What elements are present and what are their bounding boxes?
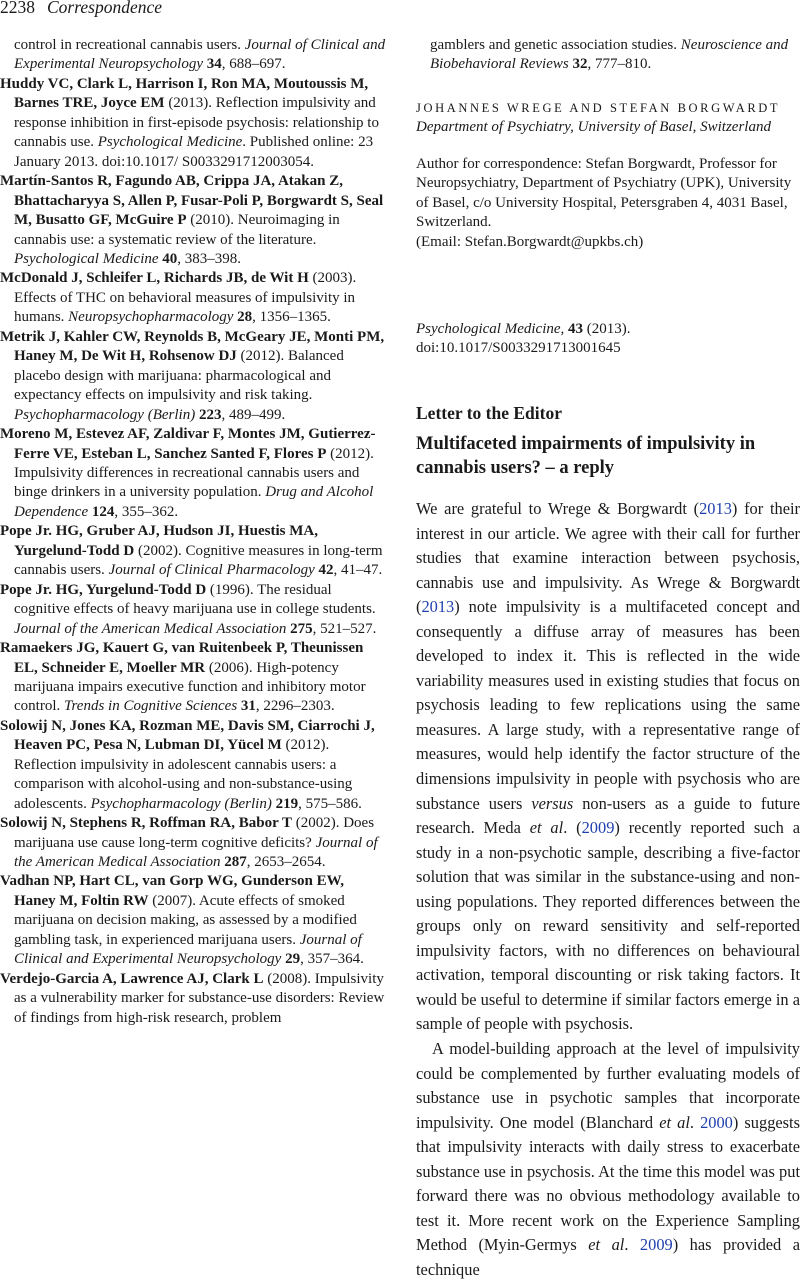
reference-entry [0,269,388,327]
text-run: , 2653–2654. [246,854,326,871]
body-paragraph [416,1037,800,1282]
bold-text: 34 [206,56,222,73]
text-run: , 355–362. [114,503,179,520]
text-run: , 1356–1365. [252,309,331,326]
bold-text: Metrik J, Kahler CW, Reynolds B, McGeary JE, Monti PM, Haney M, De Wit H, Rohsenow DJ [0,328,385,365]
citation-year: (2013). [583,321,631,337]
affiliation: Department of Psychiatry, University of Basel, Switzerland [416,119,771,135]
italic-text: et al [588,1235,625,1255]
bold-text: 32 [572,56,588,73]
text-run: (2012). Impulsivity differences in recreational cannabis users and binge drinkers in a university population. [14,445,374,501]
text-run: (2008). Impulsivity as a vulnerability marker for substance-use disorders: Review of findings from high-risk research, problem [14,970,385,1026]
italic-text: Psychopharmacology (Berlin) [90,795,272,812]
reference-entry [0,425,388,522]
bold-text: 28 [237,309,253,326]
text-run: , 688–697. [221,56,286,73]
running-header [0,0,162,18]
italic-text: Journal of the American Medical Association [14,620,287,637]
text-run: A model-building approach at the level of impulsivity could be complemented by further evaluating models of substance use in psychotic samples that incorporate impulsivity. One model (Blanchard [416,1039,800,1132]
reference-entry [0,872,388,969]
bold-text: Martín-Santos R, Fagundo AB, Crippa JA, Atakan Z, Bhattacharyya S, Allen P, Fusar-Poli P, Borgwardt S, Seal M, Busatto GF, McGuire P [0,173,384,229]
italic-text: Neuropsychopharmacology [68,309,234,326]
reference-entry [0,522,388,580]
italic-text: Psychological Medicine [14,250,159,267]
bold-text: 40 [162,250,178,267]
italic-text: Journal of Clinical and Experimental Neuropsychology [14,37,386,73]
letter-authors: JOHANNES WREGE AND STEFAN BORGWARDT [416,101,781,115]
correspondence-email: (Email: Stefan.Borgwardt@upkbs.ch) [416,233,644,250]
italic-text: Journal of the American Medical Association [14,834,378,871]
text-run: gamblers and genetic association studies. [430,37,681,53]
text-run: (2013). Reflection impulsivity and response inhibition in first-episode psychosis: relationship to cannabis use. [14,95,379,151]
reference-entry [0,639,388,717]
citation-link[interactable]: 2009 [639,1235,673,1255]
bold-text: Solowij N, Jones KA, Rozman ME, Davis SM, Ciarrochi J, Heaven PC, Pesa N, Lubman DI, Yücel M [0,717,375,754]
text-run: (2010). Neuroimaging in cannabis use: a systematic review of the literature. [14,212,340,248]
text-run: , 489–499. [221,406,286,423]
correspondence-address: Author for correspondence: Stefan Borgwardt, Professor for Neuropsychiatry, Department of Psychiatry (UPK), University of Basel, c/o University Hospital, Petersgraben 4, 4031 Basel, Switzerland. [416,156,792,231]
reference-entry [0,328,388,425]
text-run: ) recently reported such a study in a non-psychotic sample, describing a five-factor solution that was similar in the substance-using and non-using populations. They reported differences between the groups only on reward sensitivity and self-reported impulsivity factors, with no differences on behavioural activation, temporal discounting or risk taking factors. It would be useful to determine if similar factors emerge in a sample of people with psychosis. [416,818,800,1034]
bold-text: Verdejo-Garcia A, Lawrence AJ, Clark L [0,970,264,987]
citation-block [416,320,800,359]
bold-text: 31 [240,698,256,715]
italic-text: et al [659,1112,690,1132]
bold-text: McDonald J, Schleifer L, Richards JB, de Wit H [0,270,309,287]
citation-link[interactable]: 2000 [700,1112,733,1132]
text-run: non-users as a guide to future research. Meda [416,793,800,838]
bold-text: 219 [275,795,299,812]
bold-text: 287 [224,854,247,871]
citation-doi: doi:10.1017/S0033291713001645 [416,340,621,357]
text-run: ) suggests that impulsivity interacts with daily stress to exacerbate substance use in psychosis. At the time this model was put forward there was no obvious methodology available to test it. More recent work on the Experience Sampling Method (Myin-Germys [416,1112,800,1255]
reference-entry [0,581,388,639]
bold-text: Vadhan NP, Hart CL, van Gorp WG, Gunderson EW, Haney M, Foltin RW [0,873,344,909]
text-run: . [689,1112,701,1132]
page-number: 2238 [0,0,35,17]
bold-text: Solowij N, Stephens R, Roffman RA, Babor T [0,815,292,832]
text-run: We are grateful to Wrege & Borgwardt ( [416,499,700,518]
references-left-column [0,36,388,1028]
italic-text: Journal of Clinical and Experimental Neuropsychology [14,931,362,968]
citation-journal: Psychological Medicine, [416,321,565,337]
reference-continuation [416,36,800,75]
reference-entry [0,36,388,75]
bold-text: 42 [318,562,334,579]
reference-entry [0,717,388,814]
citation-volume: 43 [568,321,584,337]
text-run: (2012). Reflection impulsivity in adolescent cannabis users: a comparison with alcohol-using and non-substance-using adolescents. [14,737,353,812]
body-paragraph [416,497,800,1037]
bold-text: 275 [290,620,313,637]
article-type: Letter to the Editor [416,403,562,423]
text-run: . Published online: 23 January 2013. doi:10.1017/ S0033291712003054. [14,134,374,170]
bold-text: 223 [198,406,222,423]
section-title: Correspondence [47,0,163,17]
text-run: (2003). Effects of THC on behavioral measures of impulsivity in humans. [14,270,357,326]
article-title: Multifaceted impairments of impulsivity in cannabis users? – a reply [416,434,756,478]
text-run: , 357–364. [300,951,364,968]
bold-text: Huddy VC, Clark L, Harrison I, Ron MA, Moutoussis M, Barnes TRE, Joyce EM [0,75,369,112]
text-run: , 41–47. [333,562,383,579]
italic-text: Psychological Medicine [97,134,243,151]
text-run: , 383–398. [177,250,242,267]
citation-link[interactable]: 2013 [421,597,455,617]
citation-link[interactable]: 2013 [699,499,732,518]
italic-text: Psychopharmacology (Berlin) [14,406,196,423]
text-run: control in recreational cannabis users. [14,37,245,53]
text-run: ) has provided a technique [416,1235,800,1279]
text-run: ) note impulsivity is a multifaceted concept and consequently a diffuse array of measures has been developed to index it. This is reflected in the wide variability measures used in existing studies that focus on psychosis leading to few replications using the same measures. A large study, with a representative range of measures, would help identify the factor structure of the dimensions impulsivity in people with psychosis who are substance users [416,597,800,813]
text-run: , 2296–2303. [255,698,335,715]
correspondence-block [416,155,800,252]
text-run: (2002). Cognitive measures in long-term cannabis users. [14,542,383,579]
article-body [416,497,800,1283]
bold-text: 29 [285,951,301,968]
reference-entry [0,172,388,269]
text-run: , 777–810. [587,56,652,73]
bold-text: Pope Jr. HG, Gruber AJ, Hudson JI, Huestis MA, Yurgelund-Todd D [0,523,318,559]
text-run: , 575–586. [298,795,362,812]
italic-text: Journal of Clinical Pharmacology [108,562,315,579]
reference-entry [0,814,388,872]
text-run: (2007). Acute effects of smoked marijuana on decision making, as assessed by a modified gambling task, in experienced marijuana users. [14,892,357,948]
bold-text: 124 [91,503,115,520]
text-run: (1996). The residual cognitive effects of heavy marijuana use in college students. [14,581,376,618]
text-run: . ( [563,818,582,838]
text-run: (2002). Does marijuana use cause long-term cognitive deficits? [14,815,375,851]
italic-text: versus [531,793,574,813]
italic-text: Neuroscience and Biobehavioral Reviews [430,37,789,73]
text-run: (2012). Balanced placebo design with marijuana: pharmacological and expectancy effects on impulsivity and risk taking. [14,348,344,404]
italic-text: Trends in Cognitive Sciences [64,698,238,715]
text-run: ) for their interest in our article. We agree with their call for further studies that examine interaction between psychosis, cannabis use and impulsivity. As Wrege & Borgwardt ( [416,499,800,617]
italic-text: et al [529,818,564,838]
citation-link[interactable]: 2009 [581,818,615,838]
reference-entry [0,75,388,172]
bold-text: Pope Jr. HG, Yurgelund-Todd D [0,581,207,598]
text-run: (2006). High-potency marijuana impairs executive function and inhibitory motor control. [14,659,366,715]
text-run: . [624,1235,640,1255]
italic-text: Drug and Alcohol Dependence [14,484,374,520]
bold-text: Moreno M, Estevez AF, Zaldivar F, Montes JM, Gutierrez-Ferre VE, Esteban L, Sanchez Santed F, Flores P [0,426,376,462]
bold-text: Ramaekers JG, Kauert G, van Ruitenbeek P, Theunissen EL, Schneider E, Moeller MR [0,640,364,676]
reference-entry [0,970,388,1028]
text-run: , 521–527. [312,620,377,637]
